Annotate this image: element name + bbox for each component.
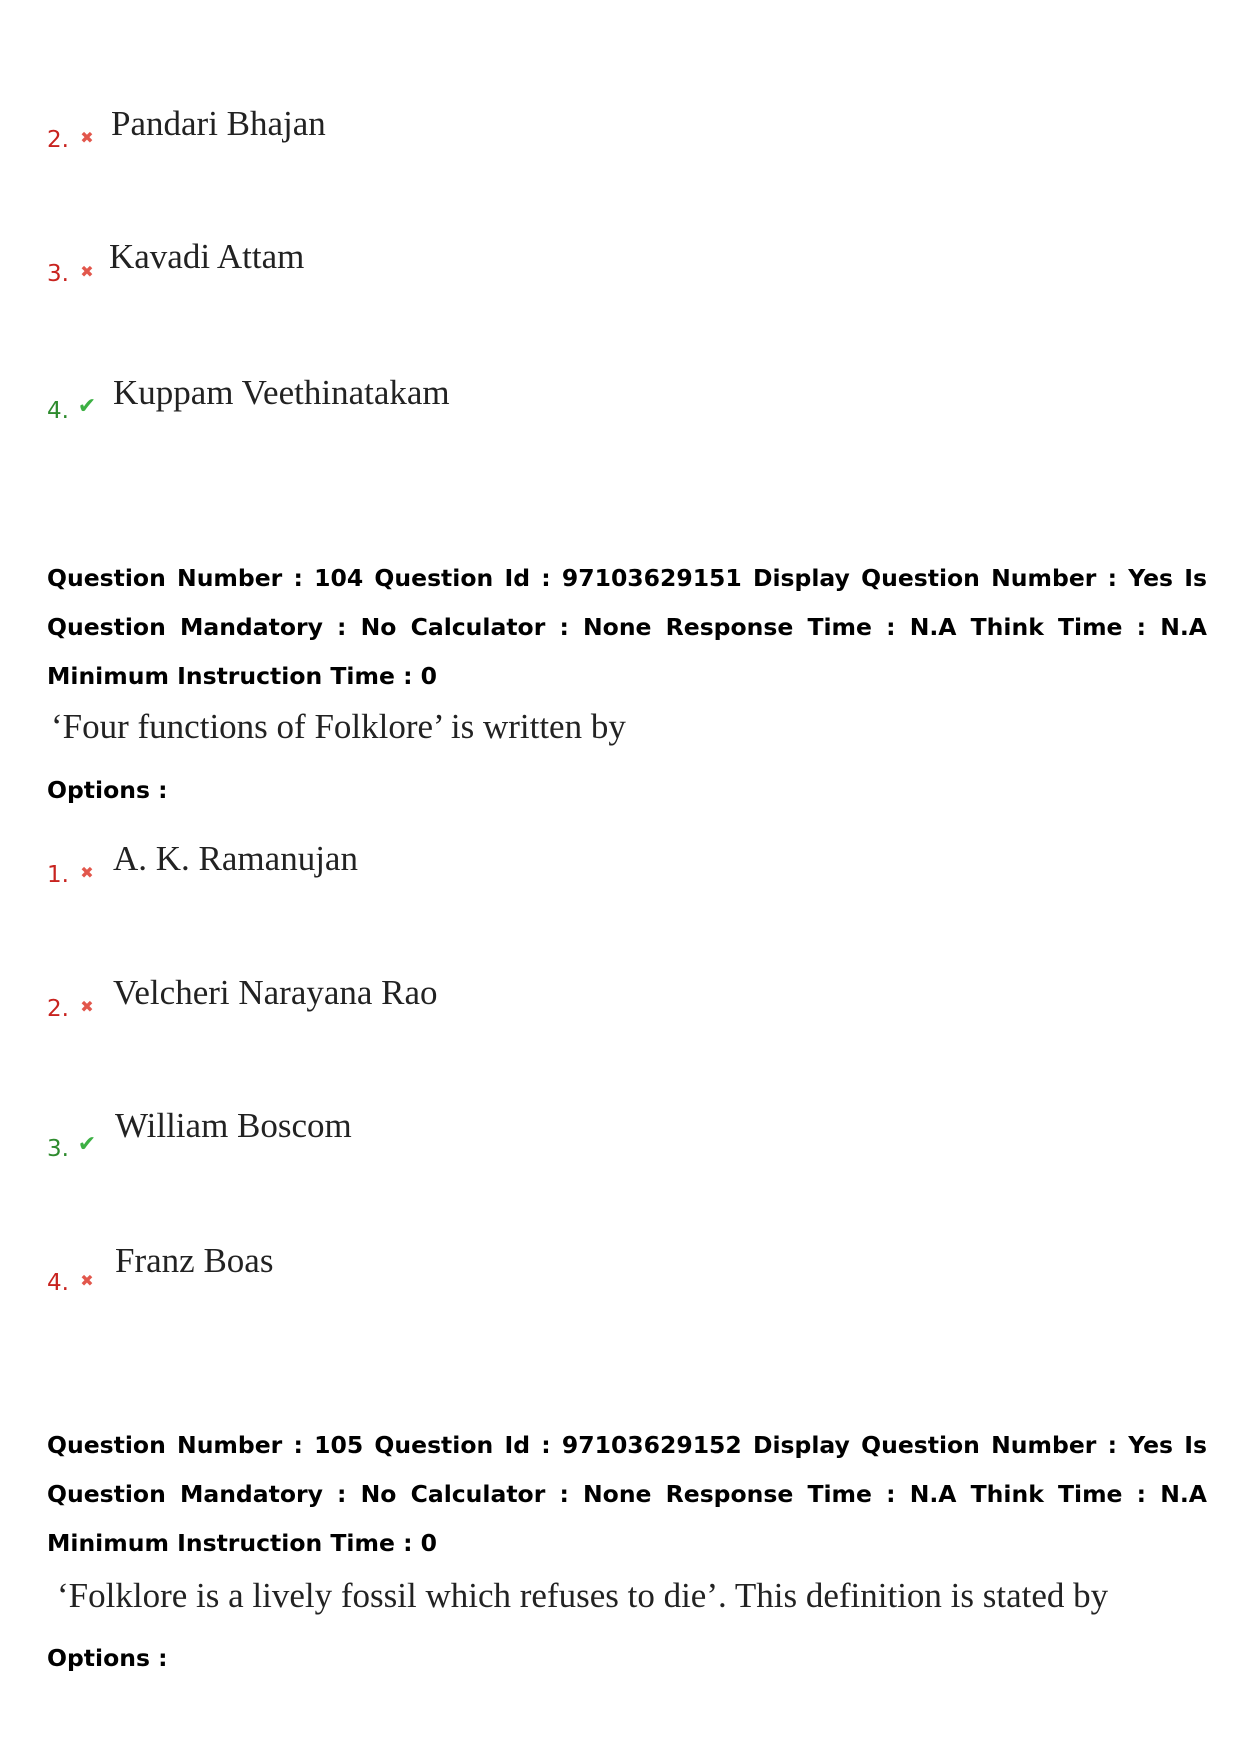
- option-number: 3.: [47, 261, 69, 287]
- question-meta: Question Number : 105 Question Id : 97103629152 Display Question Number : Yes Is Question Mandatory : No Calculator : None Response Time : N.A Think Time : N.A Minimum Instruction Time : 0: [47, 1431, 1207, 1557]
- cross-icon: ✖: [80, 863, 94, 882]
- cross-icon: ✖: [80, 1271, 94, 1290]
- cross-icon: ✖: [80, 262, 94, 281]
- options-label: Options :: [47, 1644, 168, 1672]
- option-number: 3.: [47, 1136, 69, 1162]
- option-text: Kuppam Veethinatakam: [113, 373, 450, 412]
- option-text: Velcheri Narayana Rao: [113, 973, 438, 1012]
- option-number: 4.: [47, 398, 69, 424]
- option-text: A. K. Ramanujan: [113, 839, 358, 878]
- option-text: Franz Boas: [115, 1241, 274, 1280]
- option-number: 2.: [47, 127, 69, 153]
- option-number: 2.: [47, 996, 69, 1022]
- option-number: 1.: [47, 862, 69, 888]
- question-text: ‘Folklore is a lively fossil which refuses to die’. This definition is stated by: [57, 1576, 1109, 1615]
- check-icon: ✔: [77, 394, 97, 419]
- question-meta: Question Number : 104 Question Id : 97103629151 Display Question Number : Yes Is Question Mandatory : No Calculator : None Response Time : N.A Think Time : N.A Minimum Instruction Time : 0: [47, 564, 1207, 690]
- option-text: William Boscom: [115, 1106, 352, 1145]
- question-text: ‘Four functions of Folklore’ is written by: [51, 707, 626, 746]
- cross-icon: ✖: [80, 128, 94, 147]
- cross-icon: ✖: [80, 997, 94, 1016]
- check-icon: ✔: [77, 1132, 97, 1157]
- options-label: Options :: [47, 776, 168, 804]
- option-text: Kavadi Attam: [109, 237, 305, 276]
- option-number: 4.: [47, 1270, 69, 1296]
- option-text: Pandari Bhajan: [111, 104, 326, 143]
